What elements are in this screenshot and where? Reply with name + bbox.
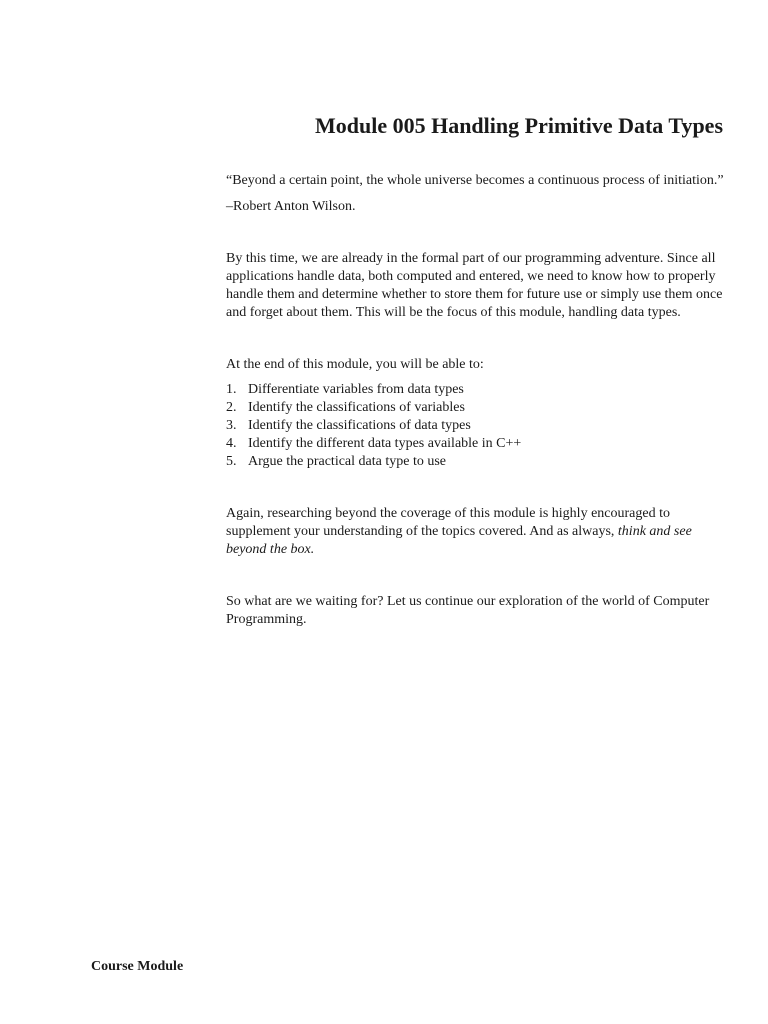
list-item-text: Identify the classifications of data types — [248, 418, 471, 433]
epigraph-quote: “Beyond a certain point, the whole universe becomes a continuous process of initiation.” — [226, 173, 724, 188]
encouragement-paragraph — [226, 505, 726, 559]
objectives-list — [226, 381, 726, 471]
list-item — [226, 417, 726, 435]
list-item-number: 5. — [226, 454, 237, 469]
closing-paragraph: So what are we waiting for? Let us continue our exploration of the world of Computer Programming. — [226, 594, 710, 627]
list-item — [226, 435, 726, 453]
list-item — [226, 381, 726, 399]
list-item-text: Identify the classifications of variables — [248, 400, 465, 415]
list-item-number: 3. — [226, 418, 237, 433]
footer-label: Course Module — [91, 959, 184, 974]
epigraph-author: –Robert Anton Wilson. — [226, 199, 356, 214]
list-item — [226, 453, 726, 471]
list-item-text: Identify the different data types available in C++ — [248, 436, 522, 451]
document-body — [226, 172, 726, 629]
encouragement-text: Again, researching beyond the coverage of this module is highly encouraged to supplement your understanding of the topics covered. And as always, — [226, 506, 670, 539]
list-item-text: Differentiate variables from data types — [248, 382, 464, 397]
list-item-number: 4. — [226, 436, 237, 451]
intro-paragraph: By this time, we are already in the formal part of our programming adventure. Since all applications handle data, both computed and entered, we need to know how to properly handle them and determine whether to store them for future use or simply use them once and forget about them. This will be the focus of this module, handling data types. — [226, 251, 723, 320]
list-item-number: 1. — [226, 382, 237, 397]
list-item-text: Argue the practical data type to use — [248, 454, 446, 469]
list-item-number: 2. — [226, 400, 237, 415]
encouragement-italic: think and see beyond the box. — [226, 524, 692, 557]
page-title: Module 005 Handling Primitive Data Types — [314, 113, 723, 138]
objectives-lead: At the end of this module, you will be able to: — [226, 357, 484, 372]
list-item — [226, 399, 726, 417]
